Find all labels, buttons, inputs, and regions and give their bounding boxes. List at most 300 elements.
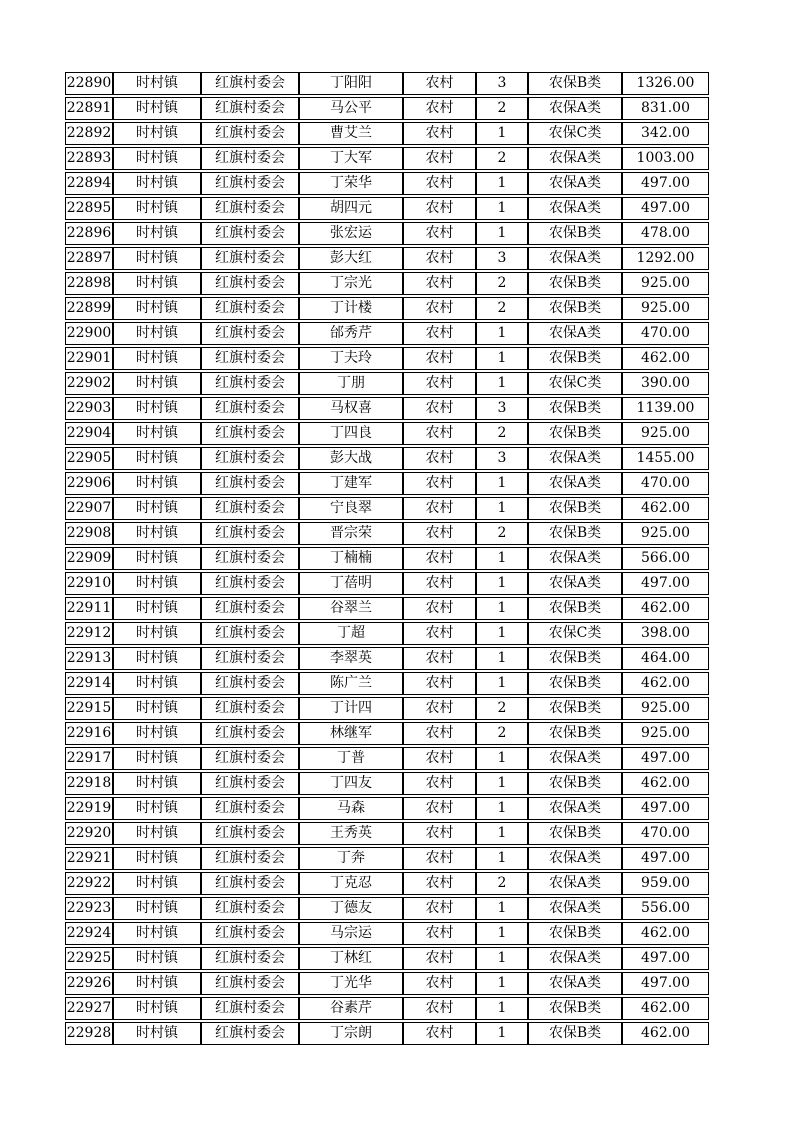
cell-record-id: 22913 bbox=[65, 647, 113, 670]
cell-insurance-category: 农保B类 bbox=[528, 672, 622, 695]
cell-residence-type: 农村 bbox=[403, 797, 476, 820]
cell-person-name: 彭大红 bbox=[299, 247, 403, 270]
cell-town: 时村镇 bbox=[113, 222, 201, 245]
cell-town: 时村镇 bbox=[113, 672, 201, 695]
cell-person-name: 马公平 bbox=[299, 97, 403, 120]
cell-insurance-category: 农保C类 bbox=[528, 372, 622, 395]
cell-record-id: 22905 bbox=[65, 447, 113, 470]
cell-village-committee: 红旗村委会 bbox=[201, 822, 299, 845]
cell-residence-type: 农村 bbox=[403, 172, 476, 195]
cell-residence-type: 农村 bbox=[403, 447, 476, 470]
cell-person-name: 丁朋 bbox=[299, 372, 403, 395]
cell-person-name: 丁大军 bbox=[299, 147, 403, 170]
cell-residence-type: 农村 bbox=[403, 697, 476, 720]
cell-insurance-category: 农保A类 bbox=[528, 97, 622, 120]
cell-town: 时村镇 bbox=[113, 197, 201, 220]
cell-town: 时村镇 bbox=[113, 822, 201, 845]
cell-insurance-category: 农保C类 bbox=[528, 122, 622, 145]
cell-record-id: 22924 bbox=[65, 922, 113, 945]
cell-town: 时村镇 bbox=[113, 522, 201, 545]
cell-amount: 1292.00 bbox=[622, 247, 709, 270]
cell-record-id: 22912 bbox=[65, 622, 113, 645]
cell-person-name: 晋宗荣 bbox=[299, 522, 403, 545]
cell-insurance-category: 农保A类 bbox=[528, 972, 622, 995]
cell-amount: 925.00 bbox=[622, 297, 709, 320]
table-row bbox=[65, 472, 709, 495]
cell-village-committee: 红旗村委会 bbox=[201, 272, 299, 295]
cell-amount: 556.00 bbox=[622, 897, 709, 920]
cell-person-name: 丁林红 bbox=[299, 947, 403, 970]
table-row bbox=[65, 622, 709, 645]
cell-people-count: 1 bbox=[476, 222, 528, 245]
cell-insurance-category: 农保A类 bbox=[528, 847, 622, 870]
cell-people-count: 1 bbox=[476, 372, 528, 395]
cell-insurance-category: 农保B类 bbox=[528, 772, 622, 795]
cell-record-id: 22894 bbox=[65, 172, 113, 195]
table-row bbox=[65, 572, 709, 595]
cell-person-name: 谷翠兰 bbox=[299, 597, 403, 620]
cell-insurance-category: 农保B类 bbox=[528, 697, 622, 720]
cell-record-id: 22918 bbox=[65, 772, 113, 795]
cell-town: 时村镇 bbox=[113, 597, 201, 620]
cell-village-committee: 红旗村委会 bbox=[201, 197, 299, 220]
cell-village-committee: 红旗村委会 bbox=[201, 397, 299, 420]
cell-village-committee: 红旗村委会 bbox=[201, 922, 299, 945]
cell-person-name: 丁光华 bbox=[299, 972, 403, 995]
cell-people-count: 1 bbox=[476, 572, 528, 595]
cell-amount: 398.00 bbox=[622, 622, 709, 645]
cell-town: 时村镇 bbox=[113, 97, 201, 120]
cell-person-name: 丁楠楠 bbox=[299, 547, 403, 570]
table-row bbox=[65, 272, 709, 295]
cell-amount: 831.00 bbox=[622, 97, 709, 120]
cell-people-count: 1 bbox=[476, 747, 528, 770]
cell-residence-type: 农村 bbox=[403, 472, 476, 495]
cell-people-count: 1 bbox=[476, 847, 528, 870]
cell-people-count: 1 bbox=[476, 997, 528, 1020]
table-row bbox=[65, 997, 709, 1020]
table-row bbox=[65, 447, 709, 470]
cell-town: 时村镇 bbox=[113, 372, 201, 395]
cell-insurance-category: 农保B类 bbox=[528, 422, 622, 445]
cell-people-count: 2 bbox=[476, 147, 528, 170]
cell-record-id: 22916 bbox=[65, 722, 113, 745]
cell-person-name: 丁阳阳 bbox=[299, 72, 403, 95]
cell-people-count: 2 bbox=[476, 272, 528, 295]
table-row bbox=[65, 872, 709, 895]
cell-town: 时村镇 bbox=[113, 922, 201, 945]
cell-insurance-category: 农保A类 bbox=[528, 747, 622, 770]
cell-town: 时村镇 bbox=[113, 847, 201, 870]
cell-town: 时村镇 bbox=[113, 747, 201, 770]
cell-person-name: 王秀英 bbox=[299, 822, 403, 845]
cell-village-committee: 红旗村委会 bbox=[201, 297, 299, 320]
cell-insurance-category: 农保A类 bbox=[528, 897, 622, 920]
cell-insurance-category: 农保A类 bbox=[528, 447, 622, 470]
cell-town: 时村镇 bbox=[113, 122, 201, 145]
table-row bbox=[65, 747, 709, 770]
cell-person-name: 马森 bbox=[299, 797, 403, 820]
cell-residence-type: 农村 bbox=[403, 272, 476, 295]
table-row bbox=[65, 697, 709, 720]
table-row bbox=[65, 322, 709, 345]
cell-people-count: 1 bbox=[476, 972, 528, 995]
cell-person-name: 丁荣华 bbox=[299, 172, 403, 195]
cell-residence-type: 农村 bbox=[403, 672, 476, 695]
cell-village-committee: 红旗村委会 bbox=[201, 722, 299, 745]
cell-amount: 497.00 bbox=[622, 847, 709, 870]
cell-person-name: 丁四友 bbox=[299, 772, 403, 795]
cell-record-id: 22900 bbox=[65, 322, 113, 345]
cell-person-name: 谷素芹 bbox=[299, 997, 403, 1020]
cell-insurance-category: 农保B类 bbox=[528, 647, 622, 670]
cell-people-count: 1 bbox=[476, 947, 528, 970]
cell-amount: 462.00 bbox=[622, 672, 709, 695]
cell-record-id: 22904 bbox=[65, 422, 113, 445]
cell-amount: 1326.00 bbox=[622, 72, 709, 95]
cell-record-id: 22923 bbox=[65, 897, 113, 920]
cell-people-count: 2 bbox=[476, 872, 528, 895]
cell-residence-type: 农村 bbox=[403, 397, 476, 420]
cell-village-committee: 红旗村委会 bbox=[201, 797, 299, 820]
cell-insurance-category: 农保B类 bbox=[528, 497, 622, 520]
cell-people-count: 1 bbox=[476, 922, 528, 945]
cell-amount: 925.00 bbox=[622, 272, 709, 295]
cell-person-name: 丁宗光 bbox=[299, 272, 403, 295]
cell-insurance-category: 农保A类 bbox=[528, 147, 622, 170]
cell-amount: 390.00 bbox=[622, 372, 709, 395]
cell-residence-type: 农村 bbox=[403, 747, 476, 770]
cell-record-id: 22927 bbox=[65, 997, 113, 1020]
cell-town: 时村镇 bbox=[113, 772, 201, 795]
cell-person-name: 丁四良 bbox=[299, 422, 403, 445]
table-row bbox=[65, 847, 709, 870]
cell-amount: 342.00 bbox=[622, 122, 709, 145]
cell-town: 时村镇 bbox=[113, 347, 201, 370]
cell-village-committee: 红旗村委会 bbox=[201, 947, 299, 970]
cell-insurance-category: 农保B类 bbox=[528, 347, 622, 370]
pension-payment-table bbox=[65, 70, 709, 1047]
table-row bbox=[65, 372, 709, 395]
cell-town: 时村镇 bbox=[113, 997, 201, 1020]
cell-record-id: 22890 bbox=[65, 72, 113, 95]
cell-residence-type: 农村 bbox=[403, 647, 476, 670]
cell-residence-type: 农村 bbox=[403, 372, 476, 395]
cell-town: 时村镇 bbox=[113, 147, 201, 170]
cell-amount: 462.00 bbox=[622, 497, 709, 520]
cell-person-name: 丁宗朗 bbox=[299, 1022, 403, 1045]
cell-people-count: 2 bbox=[476, 297, 528, 320]
cell-record-id: 22911 bbox=[65, 597, 113, 620]
cell-insurance-category: 农保A类 bbox=[528, 247, 622, 270]
cell-people-count: 1 bbox=[476, 472, 528, 495]
cell-amount: 497.00 bbox=[622, 797, 709, 820]
cell-insurance-category: 农保B类 bbox=[528, 72, 622, 95]
cell-town: 时村镇 bbox=[113, 1022, 201, 1045]
cell-amount: 497.00 bbox=[622, 747, 709, 770]
cell-insurance-category: 农保A类 bbox=[528, 197, 622, 220]
cell-town: 时村镇 bbox=[113, 897, 201, 920]
cell-record-id: 22910 bbox=[65, 572, 113, 595]
table-row bbox=[65, 772, 709, 795]
cell-residence-type: 农村 bbox=[403, 572, 476, 595]
cell-insurance-category: 农保A类 bbox=[528, 947, 622, 970]
cell-insurance-category: 农保B类 bbox=[528, 997, 622, 1020]
cell-people-count: 1 bbox=[476, 647, 528, 670]
cell-people-count: 2 bbox=[476, 422, 528, 445]
cell-insurance-category: 农保A类 bbox=[528, 322, 622, 345]
cell-record-id: 22903 bbox=[65, 397, 113, 420]
cell-insurance-category: 农保B类 bbox=[528, 522, 622, 545]
cell-residence-type: 农村 bbox=[403, 722, 476, 745]
cell-town: 时村镇 bbox=[113, 622, 201, 645]
cell-record-id: 22893 bbox=[65, 147, 113, 170]
cell-amount: 925.00 bbox=[622, 722, 709, 745]
cell-people-count: 1 bbox=[476, 772, 528, 795]
cell-amount: 497.00 bbox=[622, 972, 709, 995]
cell-record-id: 22908 bbox=[65, 522, 113, 545]
cell-residence-type: 农村 bbox=[403, 847, 476, 870]
cell-residence-type: 农村 bbox=[403, 997, 476, 1020]
cell-village-committee: 红旗村委会 bbox=[201, 597, 299, 620]
table-row bbox=[65, 347, 709, 370]
cell-village-committee: 红旗村委会 bbox=[201, 547, 299, 570]
cell-people-count: 1 bbox=[476, 672, 528, 695]
cell-person-name: 丁蓓明 bbox=[299, 572, 403, 595]
cell-insurance-category: 农保B类 bbox=[528, 922, 622, 945]
cell-residence-type: 农村 bbox=[403, 972, 476, 995]
cell-town: 时村镇 bbox=[113, 72, 201, 95]
cell-town: 时村镇 bbox=[113, 447, 201, 470]
cell-person-name: 陈广兰 bbox=[299, 672, 403, 695]
table-row bbox=[65, 122, 709, 145]
cell-town: 时村镇 bbox=[113, 572, 201, 595]
cell-residence-type: 农村 bbox=[403, 547, 476, 570]
cell-insurance-category: 农保B类 bbox=[528, 822, 622, 845]
cell-town: 时村镇 bbox=[113, 797, 201, 820]
cell-village-committee: 红旗村委会 bbox=[201, 1022, 299, 1045]
cell-amount: 1003.00 bbox=[622, 147, 709, 170]
table-row bbox=[65, 597, 709, 620]
table-row bbox=[65, 672, 709, 695]
cell-person-name: 彭大战 bbox=[299, 447, 403, 470]
cell-people-count: 2 bbox=[476, 722, 528, 745]
cell-person-name: 张宏运 bbox=[299, 222, 403, 245]
cell-amount: 566.00 bbox=[622, 547, 709, 570]
cell-record-id: 22897 bbox=[65, 247, 113, 270]
cell-town: 时村镇 bbox=[113, 322, 201, 345]
cell-insurance-category: 农保B类 bbox=[528, 1022, 622, 1045]
cell-amount: 462.00 bbox=[622, 597, 709, 620]
cell-insurance-category: 农保A类 bbox=[528, 172, 622, 195]
cell-amount: 925.00 bbox=[622, 522, 709, 545]
cell-insurance-category: 农保B类 bbox=[528, 397, 622, 420]
cell-village-committee: 红旗村委会 bbox=[201, 447, 299, 470]
cell-person-name: 丁夫玲 bbox=[299, 347, 403, 370]
table-row bbox=[65, 497, 709, 520]
cell-insurance-category: 农保A类 bbox=[528, 797, 622, 820]
cell-amount: 959.00 bbox=[622, 872, 709, 895]
cell-person-name: 林继军 bbox=[299, 722, 403, 745]
cell-record-id: 22925 bbox=[65, 947, 113, 970]
cell-village-committee: 红旗村委会 bbox=[201, 672, 299, 695]
cell-residence-type: 农村 bbox=[403, 772, 476, 795]
cell-record-id: 22928 bbox=[65, 1022, 113, 1045]
cell-insurance-category: 农保A类 bbox=[528, 872, 622, 895]
cell-residence-type: 农村 bbox=[403, 347, 476, 370]
cell-people-count: 1 bbox=[476, 1022, 528, 1045]
cell-record-id: 22922 bbox=[65, 872, 113, 895]
cell-town: 时村镇 bbox=[113, 472, 201, 495]
cell-amount: 497.00 bbox=[622, 172, 709, 195]
cell-amount: 478.00 bbox=[622, 222, 709, 245]
cell-record-id: 22892 bbox=[65, 122, 113, 145]
cell-insurance-category: 农保A类 bbox=[528, 547, 622, 570]
cell-person-name: 丁超 bbox=[299, 622, 403, 645]
cell-village-committee: 红旗村委会 bbox=[201, 772, 299, 795]
cell-record-id: 22909 bbox=[65, 547, 113, 570]
cell-people-count: 1 bbox=[476, 797, 528, 820]
cell-residence-type: 农村 bbox=[403, 947, 476, 970]
table-row bbox=[65, 147, 709, 170]
cell-record-id: 22902 bbox=[65, 372, 113, 395]
cell-village-committee: 红旗村委会 bbox=[201, 347, 299, 370]
cell-person-name: 胡四元 bbox=[299, 197, 403, 220]
cell-person-name: 丁奔 bbox=[299, 847, 403, 870]
cell-amount: 925.00 bbox=[622, 697, 709, 720]
cell-residence-type: 农村 bbox=[403, 97, 476, 120]
cell-record-id: 22914 bbox=[65, 672, 113, 695]
cell-village-committee: 红旗村委会 bbox=[201, 622, 299, 645]
table-row bbox=[65, 722, 709, 745]
cell-people-count: 1 bbox=[476, 172, 528, 195]
cell-village-committee: 红旗村委会 bbox=[201, 972, 299, 995]
cell-residence-type: 农村 bbox=[403, 197, 476, 220]
cell-village-committee: 红旗村委会 bbox=[201, 897, 299, 920]
cell-amount: 462.00 bbox=[622, 1022, 709, 1045]
cell-village-committee: 红旗村委会 bbox=[201, 97, 299, 120]
table-row bbox=[65, 422, 709, 445]
cell-town: 时村镇 bbox=[113, 297, 201, 320]
cell-people-count: 1 bbox=[476, 822, 528, 845]
cell-people-count: 1 bbox=[476, 347, 528, 370]
cell-residence-type: 农村 bbox=[403, 872, 476, 895]
cell-town: 时村镇 bbox=[113, 272, 201, 295]
cell-village-committee: 红旗村委会 bbox=[201, 572, 299, 595]
cell-people-count: 3 bbox=[476, 397, 528, 420]
cell-town: 时村镇 bbox=[113, 697, 201, 720]
cell-residence-type: 农村 bbox=[403, 597, 476, 620]
cell-people-count: 1 bbox=[476, 622, 528, 645]
cell-record-id: 22899 bbox=[65, 297, 113, 320]
table-row bbox=[65, 897, 709, 920]
cell-people-count: 2 bbox=[476, 97, 528, 120]
cell-village-committee: 红旗村委会 bbox=[201, 497, 299, 520]
cell-residence-type: 农村 bbox=[403, 897, 476, 920]
cell-village-committee: 红旗村委会 bbox=[201, 247, 299, 270]
cell-amount: 497.00 bbox=[622, 572, 709, 595]
table-row bbox=[65, 297, 709, 320]
cell-people-count: 3 bbox=[476, 447, 528, 470]
cell-amount: 462.00 bbox=[622, 772, 709, 795]
cell-insurance-category: 农保B类 bbox=[528, 297, 622, 320]
cell-amount: 925.00 bbox=[622, 422, 709, 445]
cell-village-committee: 红旗村委会 bbox=[201, 172, 299, 195]
cell-people-count: 3 bbox=[476, 72, 528, 95]
cell-people-count: 3 bbox=[476, 247, 528, 270]
cell-people-count: 1 bbox=[476, 122, 528, 145]
cell-people-count: 1 bbox=[476, 547, 528, 570]
cell-residence-type: 农村 bbox=[403, 822, 476, 845]
cell-town: 时村镇 bbox=[113, 172, 201, 195]
cell-person-name: 丁建军 bbox=[299, 472, 403, 495]
cell-village-committee: 红旗村委会 bbox=[201, 697, 299, 720]
table-row bbox=[65, 822, 709, 845]
cell-residence-type: 农村 bbox=[403, 922, 476, 945]
cell-insurance-category: 农保A类 bbox=[528, 572, 622, 595]
cell-insurance-category: 农保A类 bbox=[528, 472, 622, 495]
table-row bbox=[65, 97, 709, 120]
cell-record-id: 22895 bbox=[65, 197, 113, 220]
table-row bbox=[65, 972, 709, 995]
cell-residence-type: 农村 bbox=[403, 147, 476, 170]
cell-insurance-category: 农保B类 bbox=[528, 722, 622, 745]
cell-residence-type: 农村 bbox=[403, 522, 476, 545]
table-row bbox=[65, 647, 709, 670]
cell-record-id: 22926 bbox=[65, 972, 113, 995]
table-row bbox=[65, 922, 709, 945]
cell-town: 时村镇 bbox=[113, 947, 201, 970]
cell-people-count: 1 bbox=[476, 322, 528, 345]
cell-people-count: 1 bbox=[476, 497, 528, 520]
cell-village-committee: 红旗村委会 bbox=[201, 222, 299, 245]
cell-town: 时村镇 bbox=[113, 872, 201, 895]
cell-town: 时村镇 bbox=[113, 247, 201, 270]
table-row bbox=[65, 247, 709, 270]
cell-town: 时村镇 bbox=[113, 647, 201, 670]
cell-village-committee: 红旗村委会 bbox=[201, 997, 299, 1020]
cell-record-id: 22891 bbox=[65, 97, 113, 120]
table-body bbox=[65, 72, 709, 1045]
table-row bbox=[65, 797, 709, 820]
cell-record-id: 22920 bbox=[65, 822, 113, 845]
cell-residence-type: 农村 bbox=[403, 1022, 476, 1045]
cell-record-id: 22901 bbox=[65, 347, 113, 370]
cell-record-id: 22907 bbox=[65, 497, 113, 520]
cell-person-name: 马权喜 bbox=[299, 397, 403, 420]
cell-amount: 497.00 bbox=[622, 197, 709, 220]
cell-town: 时村镇 bbox=[113, 497, 201, 520]
cell-person-name: 邰秀芹 bbox=[299, 322, 403, 345]
cell-amount: 470.00 bbox=[622, 322, 709, 345]
cell-village-committee: 红旗村委会 bbox=[201, 372, 299, 395]
table-row bbox=[65, 397, 709, 420]
cell-insurance-category: 农保B类 bbox=[528, 222, 622, 245]
cell-residence-type: 农村 bbox=[403, 297, 476, 320]
cell-record-id: 22917 bbox=[65, 747, 113, 770]
cell-person-name: 曹艾兰 bbox=[299, 122, 403, 145]
cell-town: 时村镇 bbox=[113, 397, 201, 420]
cell-person-name: 丁克忍 bbox=[299, 872, 403, 895]
cell-insurance-category: 农保C类 bbox=[528, 622, 622, 645]
table-row bbox=[65, 947, 709, 970]
cell-record-id: 22921 bbox=[65, 847, 113, 870]
cell-village-committee: 红旗村委会 bbox=[201, 847, 299, 870]
cell-residence-type: 农村 bbox=[403, 322, 476, 345]
table-row bbox=[65, 197, 709, 220]
cell-residence-type: 农村 bbox=[403, 122, 476, 145]
cell-town: 时村镇 bbox=[113, 722, 201, 745]
